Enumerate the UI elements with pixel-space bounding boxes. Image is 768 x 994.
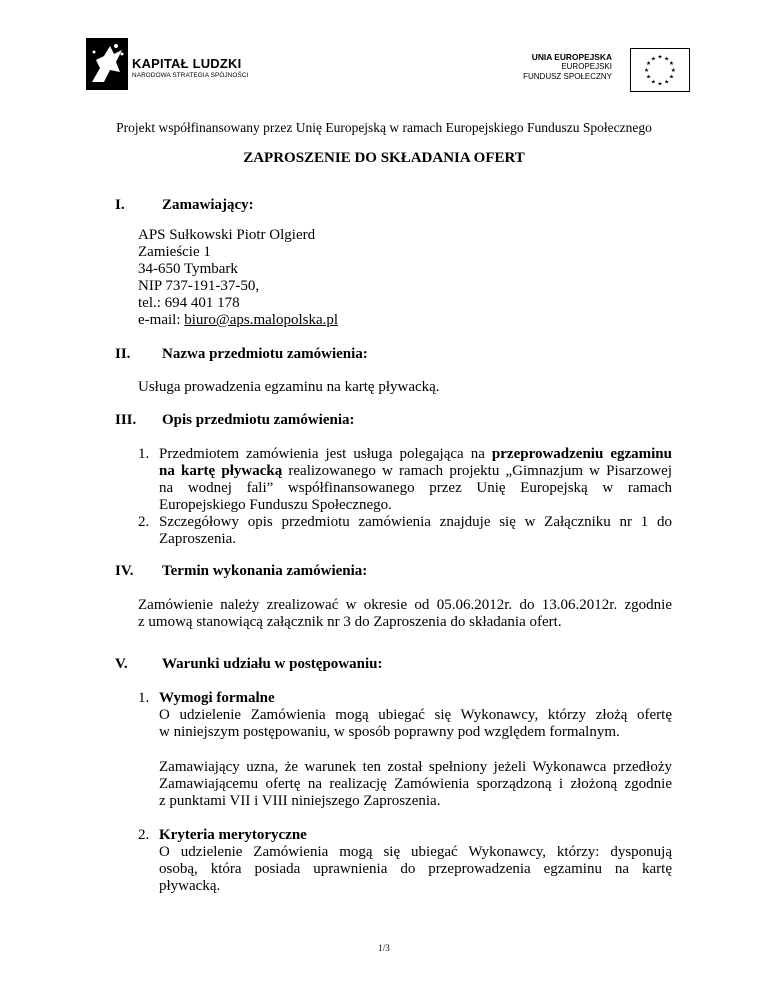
- section-2-number: II.: [115, 346, 131, 362]
- kapital-ludzki-emblem-icon: [86, 38, 128, 90]
- section-5-heading: Warunki udziału w postępowaniu:: [162, 656, 383, 672]
- section-5-number: V.: [115, 656, 128, 672]
- section-1-number: I.: [115, 197, 125, 213]
- kapital-ludzki-title: KAPITAŁ LUDZKI: [132, 56, 242, 71]
- eu-line-1: UNIA EUROPEJSKA: [531, 52, 612, 62]
- svg-text:★: ★: [664, 56, 670, 63]
- kapital-ludzki-logo: [86, 38, 266, 90]
- svg-text:★: ★: [657, 54, 663, 61]
- v-item-2-line-3: pływacką.: [159, 878, 221, 894]
- section-3-heading: Opis przedmiotu zamówienia:: [162, 412, 355, 428]
- eu-flag-icon: [630, 48, 690, 92]
- contractor-street: Zamieście 1: [138, 244, 211, 260]
- list-item-2-line-1: Szczegółowy opis przedmiotu zamówienia znajduje się w Załączniku nr 1 do: [159, 514, 672, 530]
- v-item-2-line-1: O udzielenie Zamówienia mogą się ubiegać Wykonawcy, którzy: dysponują: [159, 844, 672, 860]
- list-item-1-line-3: na wodnej fali” współfinansowanego przez Unię Europejską w ramach: [159, 480, 672, 496]
- v-list-item-1-heading: Wymogi formalne: [159, 690, 275, 706]
- section-2-text: Usługa prowadzenia egzaminu na kartę pływacką.: [138, 379, 440, 395]
- v-item-1-p2-line-3: z punktami VII i VIII niniejszego Zaproszenia.: [159, 793, 441, 809]
- section-4-line-2: z umową stanowiącą załącznik nr 3 do Zaproszenia do składania ofert.: [138, 614, 562, 630]
- contractor-phone: tel.: 694 401 178: [138, 295, 240, 311]
- section-4-line-1: Zamówienie należy zrealizować w okresie od 05.06.2012r. do 13.06.2012r. zgodnie: [138, 597, 672, 613]
- list-item-1-bold: przeprowadzeniu egzaminu: [491, 446, 672, 462]
- list-item-1-line-2: [159, 463, 672, 480]
- section-3-number: III.: [115, 412, 137, 428]
- svg-text:★: ★: [670, 67, 676, 74]
- v-item-1-p1-line-1: O udzielenie Zamówienia mogą ubiegać się Wykonawcy, którzy złożą ofertę: [159, 707, 672, 723]
- svg-text:★: ★: [668, 61, 675, 68]
- v-item-1-p1-line-2: w niniejszym postępowaniu, w sposób poprawny pod względem formalnym.: [159, 724, 620, 740]
- eu-line-2: EUROPEJSKI: [561, 62, 612, 71]
- email-prefix: e-mail:: [138, 312, 185, 328]
- v-item-2-line-2: osobą, która posiada uprawnienia do przeprowadzenia egzaminu na kartę: [159, 861, 672, 877]
- list-item-1-line-1: [159, 446, 672, 463]
- kapital-ludzki-subtitle: NARODOWA STRATEGIA SPÓJNOŚCI: [132, 72, 249, 79]
- svg-text:★: ★: [664, 79, 670, 86]
- v-list-item-2-heading: Kryteria merytoryczne: [159, 827, 307, 843]
- svg-text:★: ★: [645, 74, 652, 81]
- list-number-1: 1.: [138, 446, 150, 462]
- list-item-2-line-2: Zaproszenia.: [159, 531, 237, 547]
- contractor-nip: NIP 737-191-37-50,: [138, 278, 260, 294]
- eu-logo-text: [523, 52, 612, 82]
- section-1-heading: Zamawiający:: [162, 197, 254, 213]
- svg-text:★: ★: [657, 81, 663, 88]
- svg-text:★: ★: [644, 67, 650, 74]
- section-2-heading: Nazwa przedmiotu zamówienia:: [162, 346, 368, 362]
- list-number-2: 2.: [138, 514, 150, 530]
- eu-logo: [510, 48, 690, 94]
- eu-line-3: FUNDUSZ SPOŁECZNY: [523, 72, 612, 81]
- contractor-name: APS Sułkowski Piotr Olgierd: [138, 227, 316, 243]
- v-item-1-p2-line-1: Zamawiający uzna, że warunek ten został spełniony jeżeli Wykonawca przedłoży: [159, 759, 672, 775]
- svg-text:★: ★: [645, 61, 652, 68]
- page-number: 1/3: [378, 943, 390, 953]
- v-list-number-2: 2.: [138, 827, 150, 843]
- section-4-number: IV.: [115, 563, 134, 579]
- list-item-1-text: Przedmiotem zamówienia jest usługa polegająca na: [159, 446, 492, 462]
- v-list-number-1: 1.: [138, 690, 150, 706]
- svg-text:★: ★: [650, 79, 656, 86]
- list-item-1-text-2: realizowanego w ramach projektu „Gimnazjum w Pisarzowej: [282, 463, 672, 479]
- list-item-1-line-4: Europejskiego Funduszu Społecznego.: [159, 497, 392, 513]
- contractor-email-row: [138, 312, 338, 329]
- project-line: Projekt współfinansowany przez Unię Europejską w ramach Europejskiego Funduszu Społecznego: [116, 120, 652, 135]
- page-title: ZAPROSZENIE DO SKŁADANIA OFERT: [243, 150, 525, 166]
- section-4-heading: Termin wykonania zamówienia:: [162, 563, 368, 579]
- contractor-city: 34-650 Tymbark: [138, 261, 238, 277]
- svg-text:★: ★: [650, 56, 656, 63]
- email-link[interactable]: biuro@aps.malopolska.pl: [184, 312, 339, 328]
- list-item-1-bold-2: na kartę pływacką: [159, 463, 283, 479]
- svg-text:★: ★: [668, 74, 675, 81]
- v-item-1-p2-line-2: Zamawiającemu ofertę na realizację Zamówienia sporządzoną i złożoną zgodnie: [159, 776, 672, 792]
